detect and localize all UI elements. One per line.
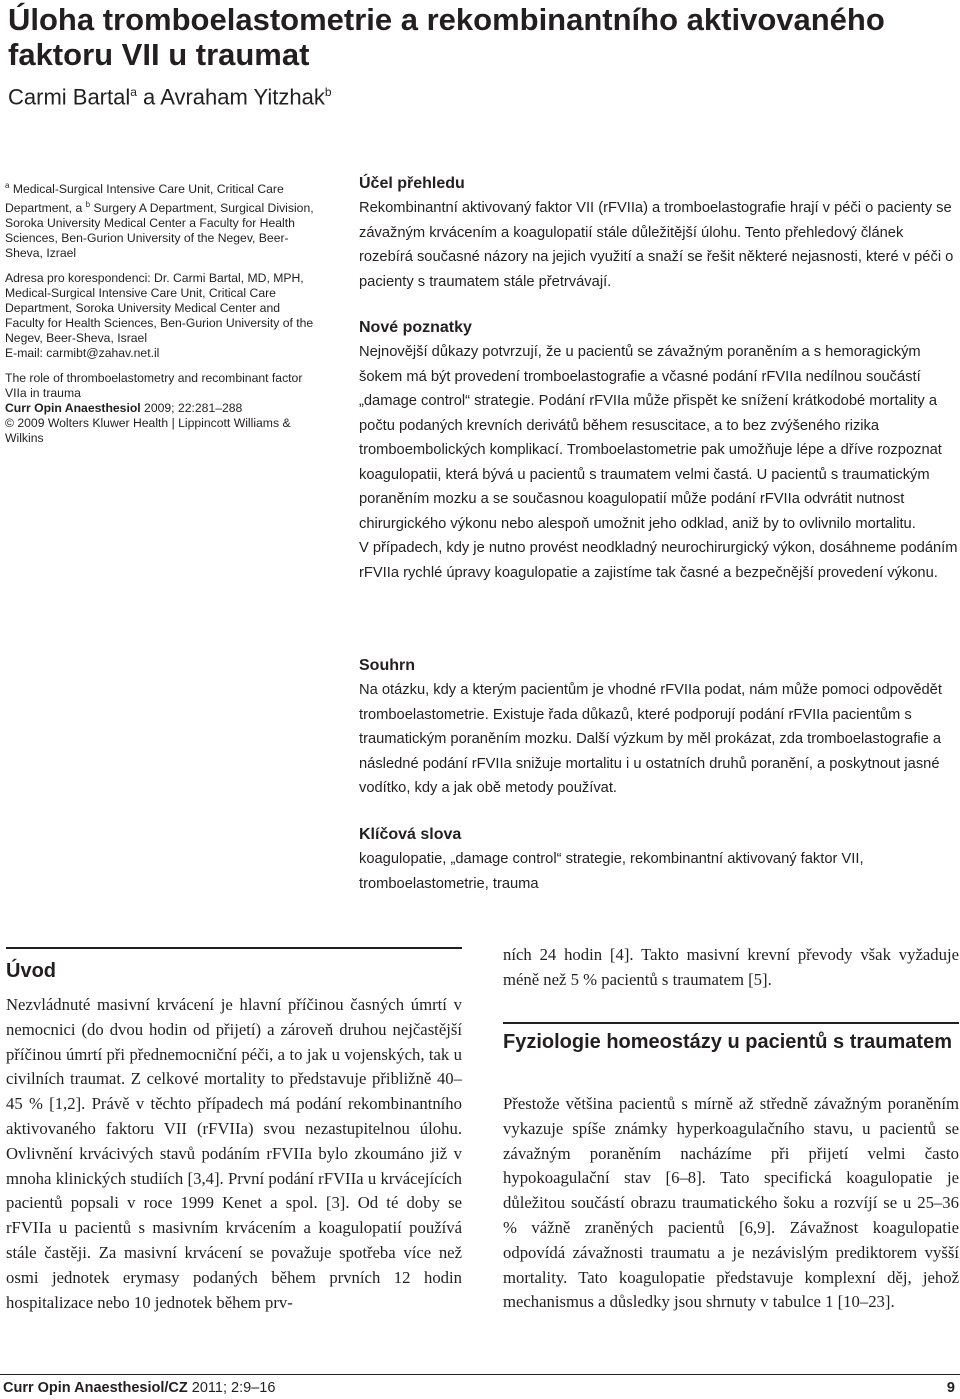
article-metadata xyxy=(5,178,315,456)
summary-text: Na otázku, kdy a kterým pacientům je vhodné rFVIIa podat, nám může pomoci odpovědět tromboelastometrie. Existuje řada důkazů, které podporují podání rFVIIa pacientům s traumatickým poraněním mozku. Další výzkum by měl prokázat, zda tromboelastografie a následné podání rFVIIa snižuje mortalitu i u ostatních druhů poranění, a poskytnout jasné vodítko, kdy a jak obě metody používat. xyxy=(359,682,942,796)
findings-text-2: V případech, kdy je nutno provést neodkladný neurochirurgický výkon, dosáhneme podáním rFVIIa rychlé úpravy koagulopatie a zajistíme tak časné a bezpečnější provedení výkonu. xyxy=(359,540,958,581)
affiliation-sup-b: b xyxy=(85,200,91,210)
intro-text: Nezvládnuté masivní krvácení je hlavní příčinou časných úmrtí v nemocnici (do dvou hodin od přijetí) a zároveň druhou nejčastější příčinou úmrtí při přednemocniční péči, a to jak u vojenských, tak u civilních traumat. Z celkové mortality to představuje přibližně 40–45 % [1,2]. Právě v těchto případech má podání rekombinantního aktivovaného faktoru VII (rFVIIa) svou nezastupitelnou úlohu. Ovlivnění krvácivých stavů podáním rFVIIa bylo zkoumáno již v mnoha klinických studiích [3,4]. První podání rFVIIa u krvácejících pacientů popsali v roce 1999 Kenet a spol. [3]. Od té doby se rFVIIa u pacientů s masivním krvácením a koagulopatií používá stále častěji. Za masivní krvácení se považuje spotřeba více než osmi jednotek erymasy podaných během prvních 12 hodin hospitalizace nebo 10 jednotek během prv- xyxy=(6,995,462,1312)
author-a-sup: a xyxy=(130,85,137,99)
abstract-findings xyxy=(359,316,959,585)
original-citation-detail: 2009; 22:281–288 xyxy=(140,401,243,416)
copyright: © 2009 Wolters Kluwer Health | Lippincott Williams & Wilkins xyxy=(5,416,291,446)
intro-heading: Úvod xyxy=(6,960,56,982)
original-citation xyxy=(5,371,315,446)
purpose-text: Rekombinantní aktivovaný faktor VII (rFVIIa) a tromboelastografie hrají v péči o pacienty se závažným krvácením a koagulopatií stále důležitější úlohu. Tento přehledový článek rozebírá současné názory na jejich využití a snaží se řešit některé nejasnosti, které v péči o pacienty s traumatem stále přetrvávají. xyxy=(359,200,954,290)
intro-continued-text: ních 24 hodin [4]. Takto masivní krevní převody však vyžaduje méně než 5 % pacientů s traumatem [5]. xyxy=(503,945,959,989)
author-a: Carmi Bartal xyxy=(8,84,131,110)
footer-journal xyxy=(3,1379,275,1397)
physiology-column xyxy=(503,1092,959,1315)
physiology-heading: Fyziologie homeostázy u pacientů s traumatem xyxy=(503,1031,952,1053)
section-rule-right xyxy=(503,1022,959,1024)
intro-column xyxy=(6,993,462,1315)
affiliation-sup-a: a xyxy=(5,181,10,190)
email: E-mail: carmibt@zahav.net.il xyxy=(5,346,160,361)
summary-heading: Souhrn xyxy=(359,657,415,674)
physiology-text: Přestože většina pacientů s mírně až středně závažným poraněním vykazuje spíše známky hyperkoagulačního stavu, u pacientů se závažným poraněním nacházíme při přijetí velmi často hypokoagulační stav [6–8]. Tato specifická koagulopatie je důležitou součástí obrazu traumatického šoku a rozvíjí se u 25–36 % vážně zraněných pacientů [6,9]. Závažnost koagulopatie odpovídá závažnosti traumatu a je nezávislým prediktorem vyšší mortality. Tato koagulopatie představuje komplexní děj, jehož mechanismus a důsledky jsou shrnuty v tabulce 1 [10–23]. xyxy=(503,1094,959,1312)
keywords-heading: Klíčová slova xyxy=(359,826,462,843)
keywords xyxy=(359,823,959,896)
keywords-text: koagulopatie, „damage control“ strategie, rekombinantní aktivovaný faktor VII, tromboelastometrie, trauma xyxy=(359,851,864,892)
affiliation-text-b: Surgery A Department, Surgical Division, Soroka University Medical Center a Faculty for Health Sciences, Ben-Gurion University of the Negev, Beer-Sheva, Izrael xyxy=(5,201,314,261)
author-conjunction: a xyxy=(136,84,161,110)
original-journal: Curr Opin Anaesthesiol xyxy=(5,401,141,416)
affiliation-text-a: Medical-Surgical Intensive Care Unit, Critical Care Department, a xyxy=(5,182,284,216)
original-title: The role of thromboelastometry and recombinant factor VIIa in trauma xyxy=(5,371,303,401)
section-rule-left xyxy=(6,947,462,949)
footer-citation: 2011; 2:9–16 xyxy=(187,1380,276,1396)
article-title: Úloha tromboelastometrie a rekombinantního aktivovaného faktoru VII u traumat xyxy=(8,2,885,72)
abstract-purpose xyxy=(359,172,959,294)
affiliation xyxy=(5,178,315,261)
purpose-heading: Účel přehledu xyxy=(359,175,465,192)
abstract-summary xyxy=(359,654,959,801)
findings-heading: Nové poznatky xyxy=(359,319,472,336)
findings-text: Nejnovější důkazy potvrzují, že u pacientů se závažným poraněním a s hemoragickým šokem má být provedení tromboelastografie a včasné podání rFVIIa nedílnou součástí „damage control“ strategie. Podání rFVIIa může přispět ke snížení krátkodobé mortality a počtu podaných krevních derivátů během resuscitace, a to bez zvýšeného rizika tromboembolických komplikací. Tromboelastometrie pak umožňuje lépe a dříve rozpoznat koagulopatii, která bývá u pacientů s traumatem velmi častá. U pacientů s traumatickým poraněním mozku a se současnou koagulopatií může podání rFVIIa odvrátit nutnost chirurgického výkonu nebo alespoň umožnit jeho odklad, aniž by to ovlivnilo mortalitu. xyxy=(359,344,942,532)
author-b-sup: b xyxy=(324,85,332,99)
footer-rule xyxy=(0,1374,960,1375)
footer-journal-name: Curr Opin Anaesthesiol/CZ xyxy=(3,1380,188,1396)
author-b: Avraham Yitzhak xyxy=(160,84,325,110)
correspondence-text: Adresa pro korespondenci: Dr. Carmi Bartal, MD, MPH, Medical-Surgical Intensive Care Unit, Critical Care Department, Soroka University Medical Center and Faculty for Health Sciences, Ben-Gurion University of the Negev, Beer-Sheva, Israel xyxy=(5,271,314,346)
intro-continued-column xyxy=(503,943,959,993)
authors xyxy=(8,78,332,111)
correspondence xyxy=(5,271,315,361)
page-number: 9 xyxy=(946,1380,955,1396)
